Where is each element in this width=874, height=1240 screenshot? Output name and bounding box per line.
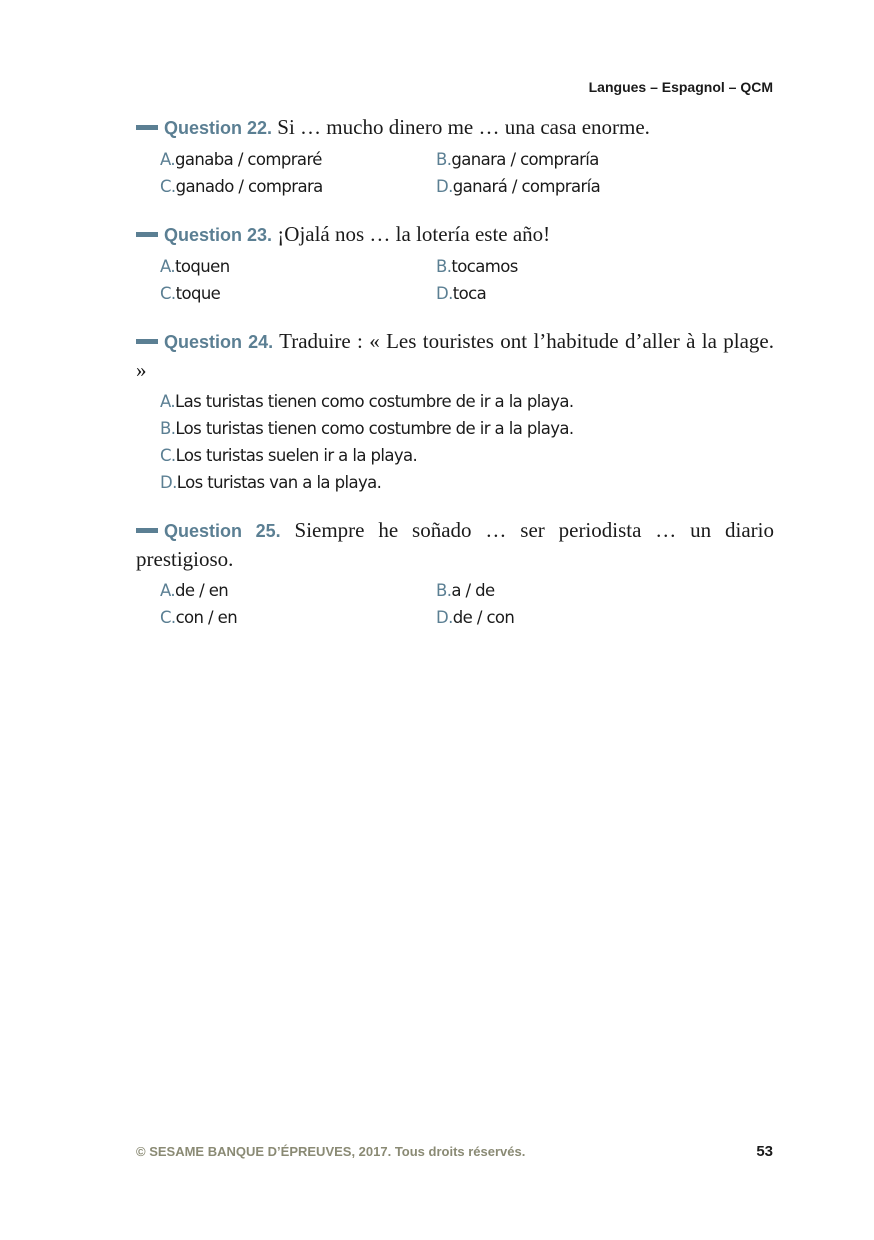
option-text: ganado / comprara	[175, 177, 323, 196]
option-letter: C.	[160, 608, 176, 627]
option-text: ganaba / compraré	[175, 150, 322, 169]
option-letter: D.	[436, 608, 453, 627]
option-a	[160, 577, 436, 604]
question-dash-marker	[136, 339, 158, 344]
option-letter: B.	[160, 419, 176, 438]
option-letter: C.	[160, 284, 176, 303]
option-text: con / en	[175, 608, 238, 627]
question-stem	[136, 113, 774, 142]
option-text: toque	[175, 284, 221, 303]
question-number: Question 25.	[164, 521, 281, 541]
option-text: tocamos	[451, 257, 518, 276]
option-a	[160, 388, 774, 415]
option-text: toca	[452, 284, 487, 303]
option-letter: A.	[160, 581, 176, 600]
question-number: Question 24.	[164, 332, 274, 352]
option-c	[160, 442, 774, 469]
page-header-title: Langues – Espagnol – QCM	[588, 79, 773, 95]
option-letter: D.	[436, 284, 453, 303]
question-25	[136, 516, 774, 631]
option-letter: B.	[436, 150, 452, 169]
option-text: de / con	[452, 608, 515, 627]
question-dash-marker	[136, 232, 158, 237]
question-text: Siempre he soñado … ser periodista … un diario prestigioso.	[136, 518, 775, 571]
option-d	[436, 280, 712, 307]
options-grid	[136, 253, 774, 307]
option-text: Los turistas van a la playa.	[176, 473, 382, 492]
question-stem	[136, 516, 774, 573]
option-d	[160, 469, 774, 496]
option-letter: D.	[160, 473, 177, 492]
option-b	[436, 577, 712, 604]
option-letter: A.	[160, 392, 176, 411]
option-text: Las turistas tienen como costumbre de ir a la playa.	[175, 392, 574, 411]
option-a	[160, 253, 436, 280]
question-24	[136, 327, 774, 496]
option-text: Los turistas suelen ir a la playa.	[175, 446, 418, 465]
question-text: ¡Ojalá nos … la lotería este año!	[277, 222, 551, 246]
option-c	[160, 280, 436, 307]
question-text: Traduire : « Les touristes ont l’habitude d’aller à la plage. »	[136, 329, 775, 382]
question-stem	[136, 327, 774, 384]
question-number: Question 23.	[164, 225, 273, 245]
option-d	[436, 604, 712, 631]
question-dash-marker	[136, 125, 158, 130]
footer-copyright: © SESAME BANQUE D’ÉPREUVES, 2017. Tous droits réservés.	[136, 1144, 526, 1159]
options-grid	[136, 577, 774, 631]
option-text: a / de	[451, 581, 495, 600]
question-stem	[136, 220, 774, 249]
options-grid	[136, 146, 774, 200]
option-letter: B.	[436, 257, 452, 276]
option-text: de / en	[175, 581, 229, 600]
question-text: Si … mucho dinero me … una casa enorme.	[277, 115, 650, 139]
option-b	[436, 146, 712, 173]
option-a	[160, 146, 436, 173]
options-list	[136, 388, 774, 496]
option-b	[160, 415, 774, 442]
option-text: toquen	[175, 257, 230, 276]
option-letter: A.	[160, 150, 176, 169]
option-text: ganará / compraría	[452, 177, 601, 196]
option-c	[160, 173, 436, 200]
option-letter: D.	[436, 177, 453, 196]
questions-container	[136, 113, 774, 651]
option-d	[436, 173, 712, 200]
question-number: Question 22.	[164, 118, 273, 138]
option-b	[436, 253, 712, 280]
option-letter: A.	[160, 257, 176, 276]
question-22	[136, 113, 774, 200]
option-c	[160, 604, 436, 631]
option-text: ganara / compraría	[451, 150, 599, 169]
option-letter: C.	[160, 446, 176, 465]
question-23	[136, 220, 774, 307]
page-number: 53	[756, 1143, 773, 1160]
option-letter: B.	[436, 581, 452, 600]
option-letter: C.	[160, 177, 176, 196]
question-dash-marker	[136, 528, 158, 533]
option-text: Los turistas tienen como costumbre de ir a la playa.	[175, 419, 574, 438]
